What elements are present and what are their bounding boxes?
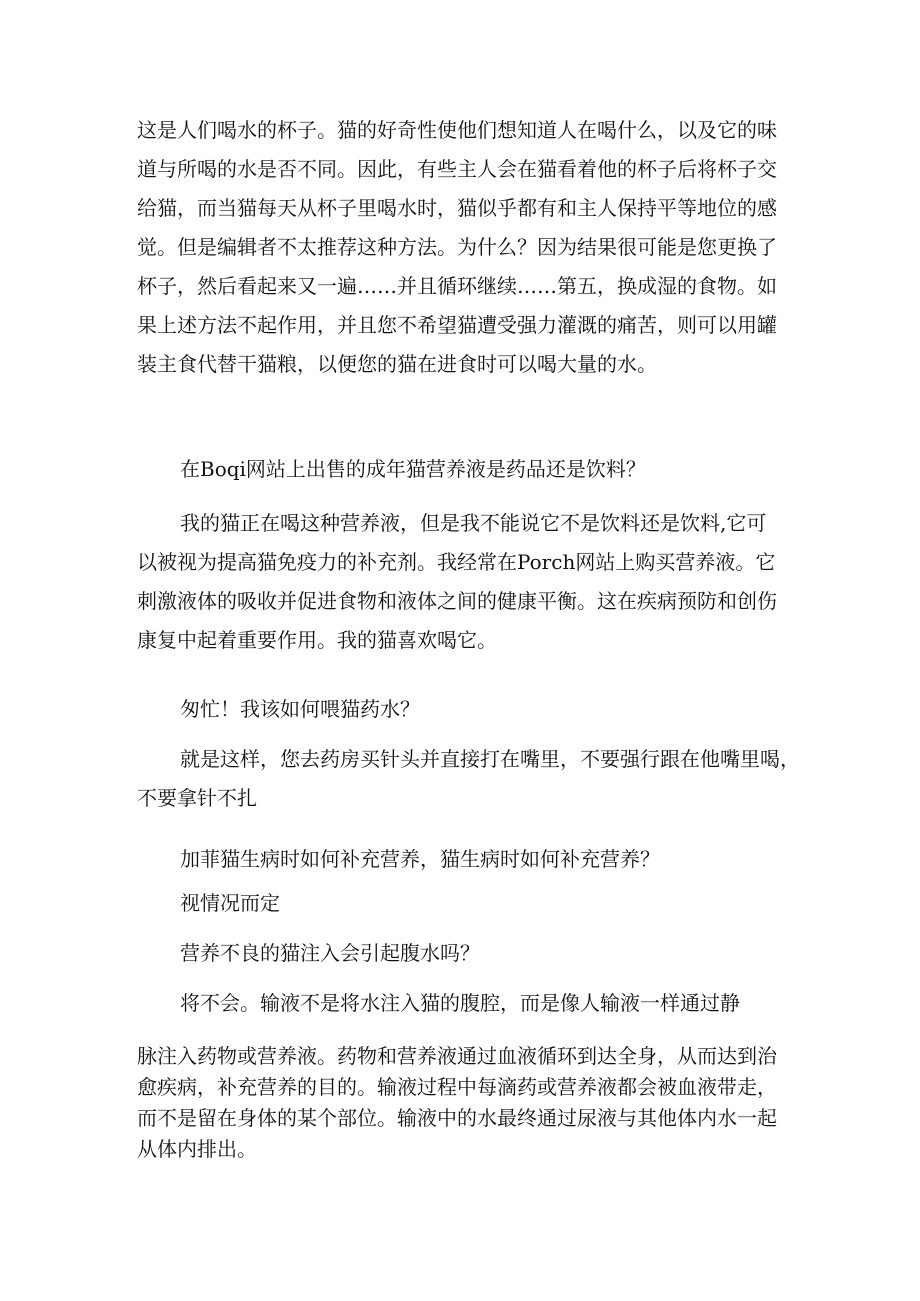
paragraph-nutrition-answer (137, 513, 787, 669)
text-line: 果上述方法不起作用，并且您不希望猫遭受强力灌溉的痛苦，则可以用罐 (137, 313, 777, 337)
text-line: 装主食代替干猫粮，以便您的猫在进食时可以喝大量的水。 (137, 352, 657, 376)
text-line: 在Boqi网站上出售的成年猫营养液是药品还是饮料？ (180, 457, 646, 481)
text-line: 而不是留在身体的某个部位。输液中的水最终通过尿液与其他体内水一起 (137, 1106, 777, 1130)
text-line: 杯子，然后看起来又一遍……并且循环继续……第五，换成湿的食物。如 (137, 274, 777, 298)
paragraph-medicine-answer (137, 747, 800, 810)
question-ascites (180, 943, 830, 963)
text-line: 给猫，而当猫每天从杯子里喝水时，猫似乎都有和主人保持平等地位的感 (137, 196, 777, 220)
text-line: 道与所喝的水是否不同。因此，有些主人会在猫看着他的杯子后将杯子交 (137, 157, 777, 181)
text-line: 康复中起着重要作用。我的猫喜欢喝它。 (137, 628, 497, 652)
question-garfield-nutrition (180, 849, 830, 869)
text-line: 愈疾病，补充营养的目的。输液过程中每滴药或营养液都会被血液带走， (137, 1075, 777, 1099)
text-line: 加菲猫生病时如何补充营养，猫生病时如何补充营养？ (180, 847, 660, 871)
text-line: 不要拿针不扎 (137, 786, 257, 810)
text-line: 以被视为提高猫免疫力的补充剂。我经常在Porch网站上购买营养液。它 (137, 550, 776, 574)
text-line: 这是人们喝水的杯子。猫的好奇性使他们想知道人在喝什么，以及它的味 (137, 118, 777, 142)
text-line: 视情况而定 (180, 891, 280, 915)
text-line: 将不会。输液不是将水注入猫的腹腔，而是像人输液一样通过静 (180, 991, 740, 1015)
text-line: 营养不良的猫注入会引起腹水吗？ (180, 941, 480, 965)
text-line: 脉注入药物或营养液。药物和营养液通过血液循环到达全身，从而达到治 (137, 1044, 777, 1068)
text-line: 从体内排出。 (137, 1137, 257, 1161)
question-medicine-feeding (180, 699, 830, 719)
text-line: 就是这样，您去药房买针头并直接打在嘴里，不要强行跟在他嘴里喝， (180, 747, 800, 771)
paragraph-infusion-explanation (137, 1046, 787, 1170)
paragraph-cup-drinking (137, 120, 787, 393)
answer-depends (180, 893, 830, 913)
question-boqi-nutrition (180, 459, 830, 479)
text-line: 觉。但是编辑者不太推荐这种方法。为什么？因为结果很可能是您更换了 (137, 235, 777, 259)
text-line: 匆忙！我该如何喂猫药水？ (180, 697, 420, 721)
text-line: 我的猫正在喝这种营养液，但是我不能说它不是饮料还是饮料,它可 (180, 511, 767, 535)
answer-ascites-first-line (180, 993, 830, 1013)
text-line: 刺激液体的吸收并促进食物和液体之间的健康平衡。这在疾病预防和创伤 (137, 589, 777, 613)
